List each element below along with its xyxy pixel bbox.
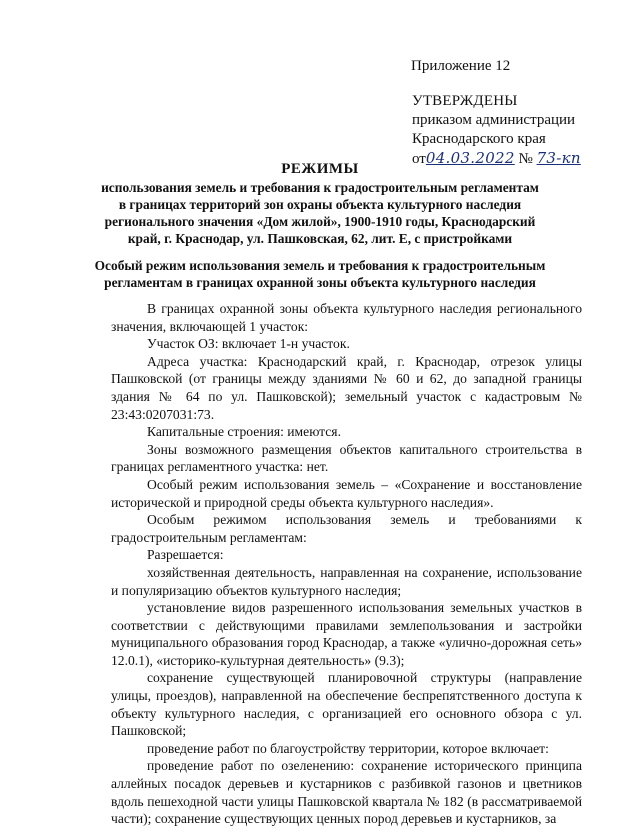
document-body — [111, 300, 582, 828]
paragraph: Участок ОЗ: включает 1-н участок. — [147, 336, 350, 352]
paragraph: проведение работ по благоустройству территории, которое включает: — [147, 740, 549, 756]
paragraph: Адреса участка: Краснодарский край, г. Краснодар, отрезок улицы Пашковской (от границы между зданиями № 60 и 62, до западной границы здания № 64 по ул. Пашковской); земельный участок с кадастровым № 23:43:0207031:73. — [111, 353, 582, 422]
paragraph: проведение работ по озеленению: сохранение исторического принципа аллейных посадок деревьев и кустарников с разбивкой газонов и цветников вдоль пешеходной части улицы Пашковской квартала № 182 (в рассматриваемой части); сохранение существующих ценных пород деревьев и кустарников, за — [111, 758, 582, 827]
order-date-handwritten: 04.03.2022 — [425, 149, 515, 167]
approved-heading: УТВЕРЖДЕНЫ — [412, 93, 518, 109]
paragraph: Особым режимом использования земель и требованиями к градостроительным регламентам: — [111, 512, 582, 545]
paragraph: хозяйственная деятельность, направленная на сохранение, использование и популяризацию объектов культурного наследия; — [111, 564, 582, 598]
paragraph: В границах охранной зоны объекта культурного наследия регионального значения, включающей 1 участок: — [111, 301, 582, 334]
paragraph: установление видов разрешенного использования земельных участков в соответствии с действующими правилами землепользования и застройки муниципального образования город Краснодар, а также «улично-дорожная сеть» 12.0.1), «историко-культурная деятельность» (9.3); — [111, 600, 582, 668]
order-number-label: № — [518, 151, 533, 167]
order-prefix: от — [412, 151, 426, 167]
order-line-2: Краснодарского края — [412, 131, 546, 147]
section-heading: Особый режим использования земель и требования к градостроительным регламентам в границах охранной зоны объекта культурного наследия — [94, 258, 546, 290]
document-title: РЕЖИМЫ — [281, 161, 359, 177]
paragraph: Зоны возможного размещения объектов капитального строительства в границах регламентного участка: нет. — [111, 441, 582, 475]
document-subtitle: использования земель и требования к градостроительным регламентам в границах территорий зон охраны объекта культурного наследия регионального значения «Дом жилой», 1900-1910 годы, Краснодарский край, г. Краснодар, ул. Пашковская, 62, лит. Е, с пристройками — [101, 180, 539, 246]
paragraph: Разрешается: — [147, 547, 224, 563]
appendix-number: Приложение 12 — [411, 58, 511, 74]
paragraph: Особый режим использования земель – «Сохранение и восстановление исторической и природной среды объекта культурного наследия». — [111, 476, 582, 510]
approval-block — [412, 92, 581, 169]
order-line-1: приказом администрации — [412, 112, 576, 128]
order-number-handwritten: 73-кп — [536, 149, 581, 167]
paragraph: Капитальные строения: имеются. — [147, 424, 341, 440]
paragraph: сохранение существующей планировочной структуры (направление улицы, проездов), направленной на обеспечение беспрепятственного доступа к объекту культурного наследия, с организацией его основного обзора с ул. Пашковской; — [111, 670, 582, 739]
